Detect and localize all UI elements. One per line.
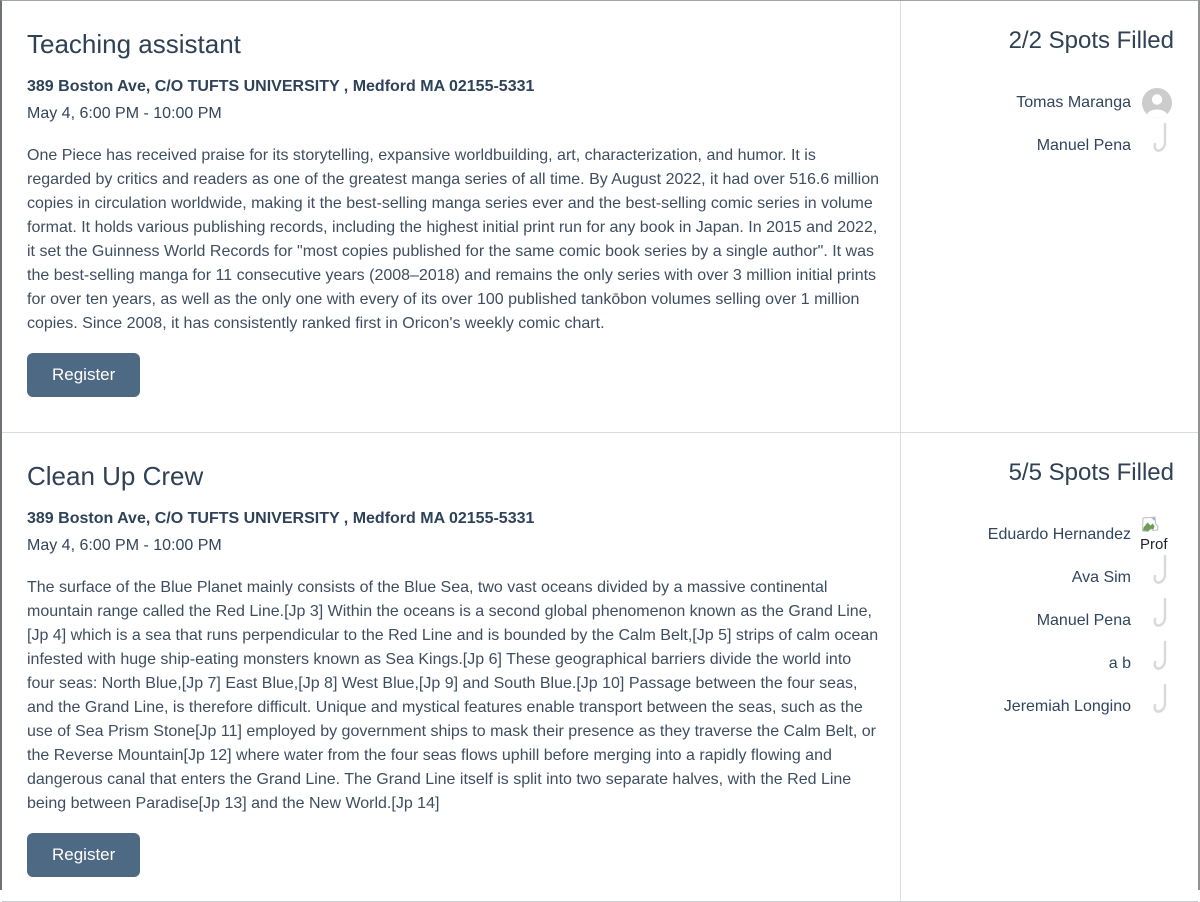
attendee-avatar-slot — [1140, 642, 1174, 685]
attendee-row — [911, 81, 1174, 124]
event-description: The surface of the Blue Planet mainly consists of the Blue Sea, two vast oceans divided by a massive continental mountain range called the Red Line.[Jp 3] Within the oceans is a second global phenomenon known as the Grand Line,[Jp 4] which is a sea that runs perpendicular to the Red Line and is bounded by the Calm Belt,[Jp 5] strips of calm ocean infested with huge ship-eating monsters known as Sea Kings.[Jp 6] These geographical barriers divide the world into four seas: North Blue,[Jp 7] East Blue,[Jp 8] West Blue,[Jp 9] and South Blue.[Jp 10] Passage between the four seas, and the Grand Line, is therefore difficult. Unique and mystical features enable transport between the seas, such as the use of Sea Prism Stone[Jp 11] employed by government ships to mask their presence as they traverse the Calm Belt, or the Reverse Mountain[Jp 12] where water from the four seas flows uphill before merging into a rapidly flowing and dangerous canal that enters the Grand Line. The Grand Line itself is split into two separate halves, with the Red Line being between Paradise[Jp 13] and the New World.[Jp 14] — [27, 579, 879, 812]
attendee-name: Tomas Maranga — [1016, 93, 1131, 111]
avatar-hook-icon — [1143, 556, 1177, 599]
event-datetime: May 4, 6:00 PM - 10:00 PM — [27, 105, 222, 122]
attendee-name: Jeremiah Longino — [1003, 697, 1131, 715]
attendee-panel — [900, 433, 1198, 901]
event-address: 389 Boston Ave, C/O TUFTS UNIVERSITY , Medford MA 02155-5331 — [27, 78, 535, 95]
attendee-name: a b — [1108, 654, 1131, 672]
avatar-hook-icon — [1143, 685, 1177, 728]
attendee-row — [911, 642, 1174, 685]
attendee-panel — [900, 1, 1198, 432]
attendee-name: Ava Sim — [1071, 568, 1131, 586]
event-datetime: May 4, 6:00 PM - 10:00 PM — [27, 537, 222, 554]
avatar-hook-icon — [1143, 124, 1177, 167]
attendee-avatar-slot — [1140, 124, 1174, 167]
broken-avatar — [1140, 516, 1174, 554]
attendee-name: Manuel Pena — [1036, 136, 1131, 154]
avatar-hook-icon — [1143, 599, 1177, 642]
register-button[interactable]: Register — [27, 833, 140, 877]
spots-filled: 5/5 Spots Filled — [1008, 459, 1174, 486]
event-card — [2, 433, 1198, 901]
attendee-row — [911, 556, 1174, 599]
register-button[interactable]: Register — [27, 353, 140, 397]
attendee-row — [911, 124, 1174, 167]
attendee-avatar-slot — [1140, 685, 1174, 728]
spots-filled: 2/2 Spots Filled — [1008, 27, 1174, 54]
attendee-avatar-slot — [1140, 599, 1174, 642]
person-avatar-icon — [1142, 88, 1172, 118]
attendee-row — [911, 513, 1174, 556]
attendee-name: Manuel Pena — [1036, 611, 1131, 629]
event-card-list — [2, 1, 1198, 901]
event-address: 389 Boston Ave, C/O TUFTS UNIVERSITY , Medford MA 02155-5331 — [27, 510, 535, 527]
broken-image-icon — [1140, 516, 1160, 536]
avatar-hook-icon — [1143, 642, 1177, 685]
event-description: One Piece has received praise for its storytelling, expansive worldbuilding, art, characterization, and humor. It is regarded by critics and readers as one of the greatest manga series of all time. By August 2022, it had over 516.6 million copies in circulation worldwide, making it the best-selling manga series ever and the best-selling comic series in volume format. It holds various publishing records, including the highest initial print run for any book in Japan. In 2015 and 2022, it set the Guinness World Records for "most copies published for the same comic book series by a single author". It was the best-selling manga for 11 consecutive years (2008–2018) and remains the only series with over 3 million initial prints for over ten years, as well as the only one with every of its over 100 published tankōbon volumes selling over 1 million copies. Since 2008, it has consistently ranked first in Oricon's weekly comic chart. — [27, 147, 880, 332]
attendee-avatar-slot — [1140, 81, 1174, 124]
attendee-name: Eduardo Hernandez — [987, 525, 1131, 543]
event-details — [2, 433, 900, 901]
attendee-avatar-slot — [1140, 513, 1174, 556]
attendee-list — [911, 81, 1174, 167]
event-details — [2, 1, 900, 432]
event-card — [2, 1, 1198, 433]
attendee-list — [911, 513, 1174, 728]
event-title: Teaching assistant — [27, 29, 241, 59]
event-title: Clean Up Crew — [27, 461, 204, 491]
attendee-avatar-slot — [1140, 556, 1174, 599]
avatar-alt-text: Prof — [1140, 535, 1168, 553]
attendee-row — [911, 599, 1174, 642]
attendee-row — [911, 685, 1174, 728]
